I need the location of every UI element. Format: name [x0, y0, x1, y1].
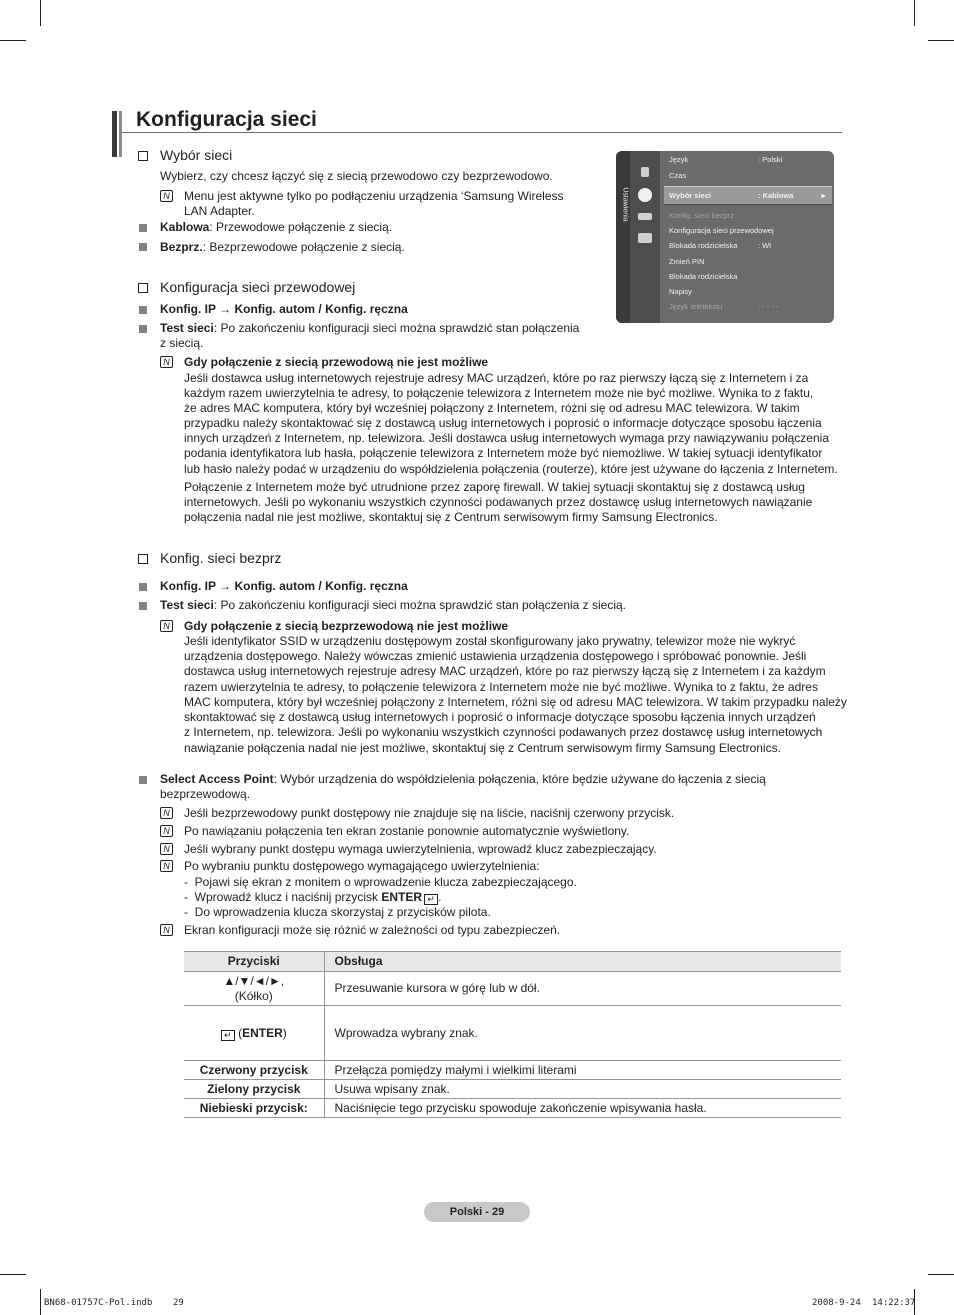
page-number-label: Polski - 29	[424, 1202, 530, 1222]
table-key-cell: ▲/▼/◄/►, (Kółko)	[184, 972, 324, 1006]
note-paragraph-line: Jeśli dostawca usług internetowych rejestruje adresy MAC urządzeń, które po raz pierwszy łączą się z Internetem i za	[184, 371, 809, 385]
note-line: Jeśli bezprzewodowy punkt dostępowy nie znajduje się na liście, naciśnij czerwony przycisk.	[184, 806, 675, 820]
note-paragraph-line: razem uwierzytelnia te adresy, to połączenie telewizora z Internetem może nie być możliwe. Wynika to z faktu, że adres	[184, 680, 818, 694]
print-page-number: 29	[173, 1298, 184, 1308]
table-header-row	[184, 952, 841, 972]
table-key-cell: Czerwony przycisk	[184, 1061, 324, 1080]
checkbox-bullet-icon	[138, 554, 148, 564]
menu-row-label: Napisy	[669, 287, 692, 296]
menu-row-value-selected: : Kablowa	[758, 191, 794, 200]
section-heading-przewodowa: Konfiguracja sieci przewodowej	[138, 278, 355, 296]
menu-row-label: Konfig. sieci bezprz	[669, 211, 735, 220]
table-row	[184, 1061, 841, 1080]
table-header-cell: Przyciski	[184, 952, 324, 972]
bullet-test-sieci: Test sieci: Po zakończeniu konfiguracji sieci można sprawdzić stan połączenia	[160, 321, 580, 335]
bullet-test-sieci-cont: z siecią.	[160, 336, 204, 350]
bullet-square-icon	[139, 776, 147, 784]
menu-row-label: Język	[669, 155, 689, 164]
note-icon: N	[160, 825, 173, 837]
bullet-konfig-ip: Konfig. IP → Konfig. autom / Konfig. ręczna	[160, 302, 408, 316]
crop-mark	[40, 0, 41, 26]
bullet-kablowa: Kablowa: Przewodowe połączenie z siecią.	[160, 220, 393, 234]
table-action-cell: Wprowadza wybrany znak.	[324, 1006, 841, 1061]
note-icon: N	[160, 843, 173, 855]
note-paragraph-line: podania identyfikatora lub hasła, połączenie telewizora z Internetem może być niemożliwe. W takiej sytuacji identyfikator	[184, 446, 823, 460]
menu-row-label: Język teletekstu	[669, 302, 723, 311]
note-heading-bezprz: Gdy połączenie z siecią bezprzewodową nie jest możliwe	[184, 619, 509, 633]
menu-row-label: Zmień PIN	[669, 257, 705, 266]
menu-row-value: : Polski	[758, 155, 783, 164]
enter-icon: ↵	[221, 1030, 235, 1041]
table-action-cell: Naciśnięcie tego przycisku spowoduje zakończenie wpisywania hasła.	[324, 1099, 841, 1118]
menu-icon-column	[630, 151, 660, 323]
table-key-cell: ↵ (ENTER)	[184, 1006, 324, 1061]
bullet-select-access-point-cont: bezprzewodową.	[160, 787, 251, 801]
note-paragraph-line: innych urządzeń z Internetem, np. telewizora. Jeśli dostawca usług internetowych wymaga przy nawiązywaniu połączenia	[184, 431, 829, 445]
menu-row-label: Konfiguracja sieci przewodowej	[669, 226, 774, 235]
section1-note-line: LAN Adapter.	[184, 204, 255, 218]
bullet-konfig-ip: Konfig. IP → Konfig. autom / Konfig. ręczna	[160, 579, 408, 593]
table-action-cell: Usuwa wpisany znak.	[324, 1080, 841, 1099]
note-paragraph-line: przypadku należy skontaktować się z dostawcą usług internetowych i poprosić o informacje dotyczące sposobu łączenia	[184, 416, 822, 430]
title-rule	[122, 132, 842, 133]
input-icon	[638, 213, 652, 220]
bullet-square-icon	[139, 583, 147, 591]
note-icon: N	[160, 924, 173, 936]
note-line: Ekran konfiguracji może się różnić w zależności od typu zabezpieczeń.	[184, 923, 561, 937]
table-key-cell: Niebieski przycisk:	[184, 1099, 324, 1118]
crop-mark	[928, 40, 954, 41]
checkbox-bullet-icon	[138, 283, 148, 293]
section-heading-wybor-sieci: Wybór sieci	[138, 146, 232, 164]
bullet-bezprz: Bezprz.: Bezprzewodowe połączenie z siecią.	[160, 240, 405, 254]
note-paragraph-line: połączenia nadal nie jest możliwe, skontaktuj się z Centrum serwisowym firmy Samsung Electronics.	[184, 510, 718, 524]
checkbox-bullet-icon	[138, 151, 148, 161]
picture-icon	[641, 167, 649, 177]
print-time: 14:22:37	[872, 1298, 916, 1308]
note-icon: N	[160, 807, 173, 819]
note-icon: N	[160, 356, 173, 368]
table-row	[184, 1080, 841, 1099]
print-date: 2008-9-24	[812, 1298, 861, 1308]
title-accent-bar	[112, 111, 117, 157]
note-paragraph-line: MAC komputera, który był wcześniej połączony z Internetem, różni się od adresu MAC telewizora. W takim przypadku należy	[184, 695, 847, 709]
bullet-square-icon	[139, 224, 147, 232]
note-icon: N	[160, 620, 173, 632]
menu-row-value: : Wł	[758, 241, 771, 250]
bullet-square-icon	[139, 325, 147, 333]
table-action-cell: Przełącza pomiędzy małymi i wielkimi literami	[324, 1061, 841, 1080]
note-paragraph-line: Połączenie z Internetem może być utrudnione przez zaporę firewall. W takiej sytuacji skontaktuj się z dostawcą usług	[184, 480, 805, 494]
dash-item: - Pojawi się ekran z monitem o wprowadzenie klucza zabezpieczającego.	[184, 875, 577, 889]
menu-row-value: : - - - -	[758, 302, 779, 311]
menu-row-label: Blokada rodzicielska	[669, 241, 738, 250]
section1-note-line: Menu jest aktywne tylko po podłączeniu urządzenia ‘Samsung Wireless	[184, 189, 564, 203]
note-paragraph-line: dostawca usług internetowych rejestruje adresy MAC urządzeń, które po raz pierwszy łączą się z Internetem i za każdym	[184, 664, 826, 678]
note-paragraph-line: Jeśli identyfikator SSID w urządzeniu dostępowym został skonfigurowany jako prywatny, telewizor może nie wykryć	[184, 634, 796, 648]
menu-arrow-icon: ►	[820, 191, 828, 200]
note-paragraph-line: skontaktować się z dostawcą usług internetowych i poprosić o informacje dotyczące sposobu łączenia innych urządzeń	[184, 710, 816, 724]
note-line: Po nawiązaniu połączenia ten ekran zostanie ponownie automatycznie wyświetlony.	[184, 824, 630, 838]
bullet-square-icon	[139, 602, 147, 610]
menu-row-label-selected: Wybór sieci	[669, 191, 711, 200]
section1-intro: Wybierz, czy chcesz łączyć się z siecią przewodowo czy bezprzewodowo.	[160, 169, 553, 183]
application-icon	[638, 233, 652, 243]
setup-gear-icon	[638, 188, 652, 202]
tv-menu-screenshot	[616, 151, 834, 323]
table-row	[184, 972, 841, 1006]
crop-mark	[40, 1289, 41, 1315]
note-line: Jeśli wybrany punkt dostępu wymaga uwierzytelnienia, wprowadź klucz zabezpieczający.	[184, 842, 657, 856]
note-paragraph-line: każdym razem uwierzytelnia te adresy, to połączenie telewizora z Internetem może nie być możliwe. Wynika to z faktu,	[184, 386, 814, 400]
section-heading-bezprz: Konfig. sieci bezprz	[138, 549, 281, 567]
bullet-select-access-point: Select Access Point: Wybór urządzenia do współdzielenia połączenia, które będzie używane do łączenia z siecią	[160, 772, 766, 786]
note-heading-przewodowa: Gdy połączenie z siecią przewodową nie jest możliwe	[184, 355, 489, 369]
keys-table	[184, 951, 841, 1118]
table-row	[184, 1099, 841, 1118]
note-paragraph-line: że adres MAC komputera, który był wcześniej połączony z Internetem, różni się od adresu MAC telewizora. W takim	[184, 401, 800, 415]
note-icon: N	[160, 860, 173, 872]
menu-side-bar: Ustawienia	[616, 151, 630, 323]
menu-row-label: Czas	[669, 171, 687, 180]
bullet-test-sieci: Test sieci: Po zakończeniu konfiguracji sieci można sprawdzić stan połączenia z siecią.	[160, 598, 627, 612]
title-accent-bar	[119, 111, 122, 157]
page-title: Konfiguracja sieci	[136, 108, 317, 131]
table-action-cell: Przesuwanie kursora w górę lub w dół.	[324, 972, 841, 1006]
enter-icon: ↵	[424, 894, 438, 905]
table-header-cell: Obsługa	[324, 952, 841, 972]
note-paragraph-line: nawiązanie połączenia nadal nie jest możliwe, skontaktuj się z Centrum serwisowym firmy Samsung Electronics.	[184, 741, 781, 755]
bullet-square-icon	[139, 306, 147, 314]
note-icon: N	[160, 190, 173, 202]
crop-mark	[0, 40, 26, 41]
print-file-name: BN68-01757C-Pol.indb	[44, 1298, 153, 1308]
crop-mark	[914, 0, 915, 26]
dash-item: - Wprowadź klucz i naciśnij przycisk ENTER ↵ .	[184, 890, 442, 904]
crop-mark	[0, 1274, 26, 1275]
menu-row-label: Blokada rodzicielska	[669, 272, 738, 281]
bullet-square-icon	[139, 243, 147, 251]
dash-item: - Do wprowadzenia klucza skorzystaj z przycisków pilota.	[184, 905, 491, 919]
note-line: Po wybraniu punktu dostępowego wymagającego uwierzytelnienia:	[184, 859, 540, 873]
note-paragraph-line: z Internetem, np. telewizora. Jeśli po wykonaniu wszystkich czynności podawanych przez dostawcę usług internetowych	[184, 725, 823, 739]
note-paragraph-line: lub hasło należy podać w urządzeniu do współdzielenia połączenia (routerze), które jest używane do łączenia z Internetem.	[184, 462, 838, 476]
crop-mark	[928, 1274, 954, 1275]
table-key-cell: Zielony przycisk	[184, 1080, 324, 1099]
note-paragraph-line: urządzenia dostępowego. Należy wówczas zmienić ustawienia urządzenia dostępowego i spróbować ponownie. Jeśli	[184, 649, 807, 663]
table-row	[184, 1006, 841, 1061]
note-paragraph-line: internetowych. Jeśli po wykonaniu wszystkich czynności podawanych przez dostawcę usług internetowych nawiązanie	[184, 495, 813, 509]
